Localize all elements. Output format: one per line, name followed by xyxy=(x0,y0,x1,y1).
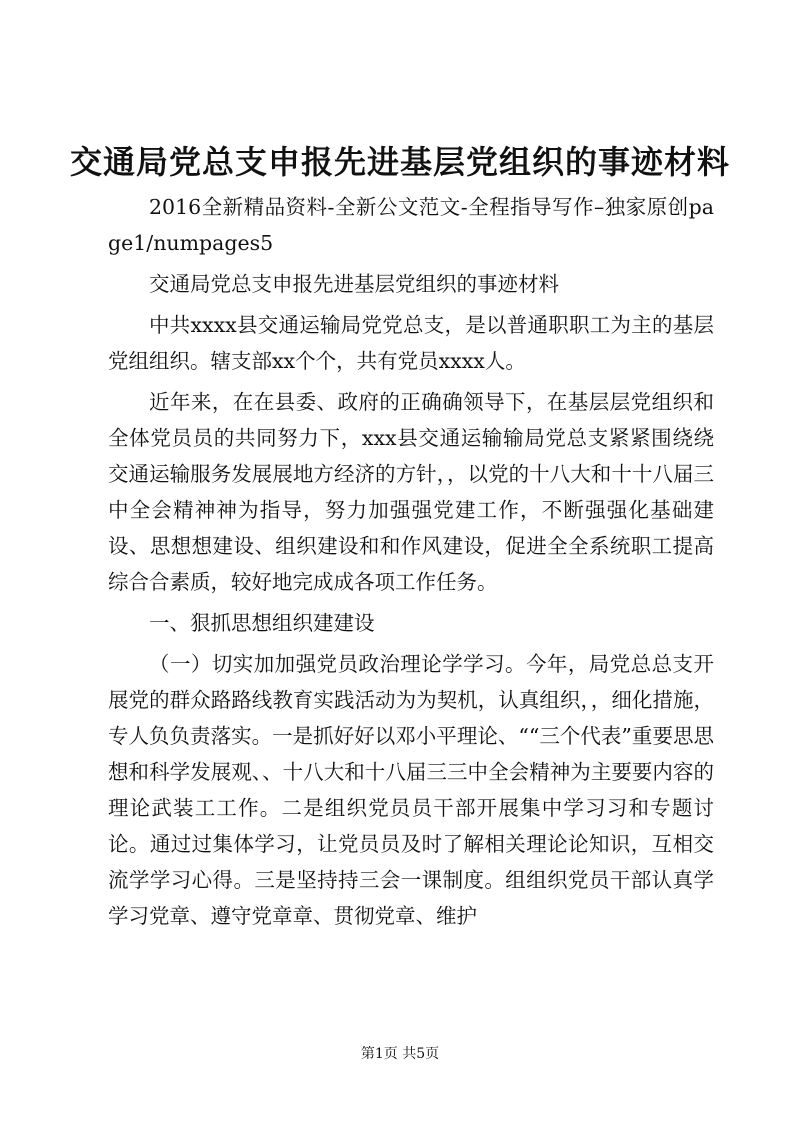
header-note-paragraph: 2016全新精品资料-全新公文范文-全程指导写作–独家原创page1/numpages5 xyxy=(108,195,714,255)
overview-paragraph: 近年来，在在县委、政府的正确确领导下，在基层层党组织和全体党员员的共同努力下，xxx县交通运输输局党总支紧紧围绕绕交通运输服务发展展地方经济的方针，，以党的十八大和十十八届三中全会精神神为指导，努力加强强党建工作，不断强强化基础建设、思想想建设、组织建设和和作风建设，促进全全系统职工提高综合合素质，较好地完成成各项工作任务。 xyxy=(108,390,714,594)
document-title: 交通局党总支申报先进基层党组织的事迹材料 xyxy=(69,143,730,181)
page-footer: 第1页 共5页 xyxy=(360,1046,440,1062)
subsection-paragraph: （一）切实加加强党员政治理论学学习。今年，局党总总支开展党的群众路路线教育实践活动为为契机，认真组织，，细化措施，专人负负责落实。一是抓好好以邓小平理论、““三个代表”重要思思想和科学发展观、、十八大和十八届三三中全会精神为主要要内容的理论武装工工作。二是组织党员员干部开展集中学习习和专题讨论。通过过集体学习，让党员员及时了解相关理论论知识，互相交流学学习心得。三是坚持持三会一课制度。组组织党员干部认真学学习党章、遵守党章章、贯彻党章、维护 xyxy=(108,652,714,928)
section-heading: 一、狠抓思想组织建建设 xyxy=(149,611,375,635)
document-body xyxy=(108,189,714,934)
intro-paragraph: 中共xxxx县交通运输局党党总支，是以普通职职工为主的基层党组组织。辖支部xx个个，共有党员xxxx人。 xyxy=(108,313,714,373)
subtitle-paragraph: 交通局党总支申报先进基层党组织的事迹材料 xyxy=(149,272,559,296)
